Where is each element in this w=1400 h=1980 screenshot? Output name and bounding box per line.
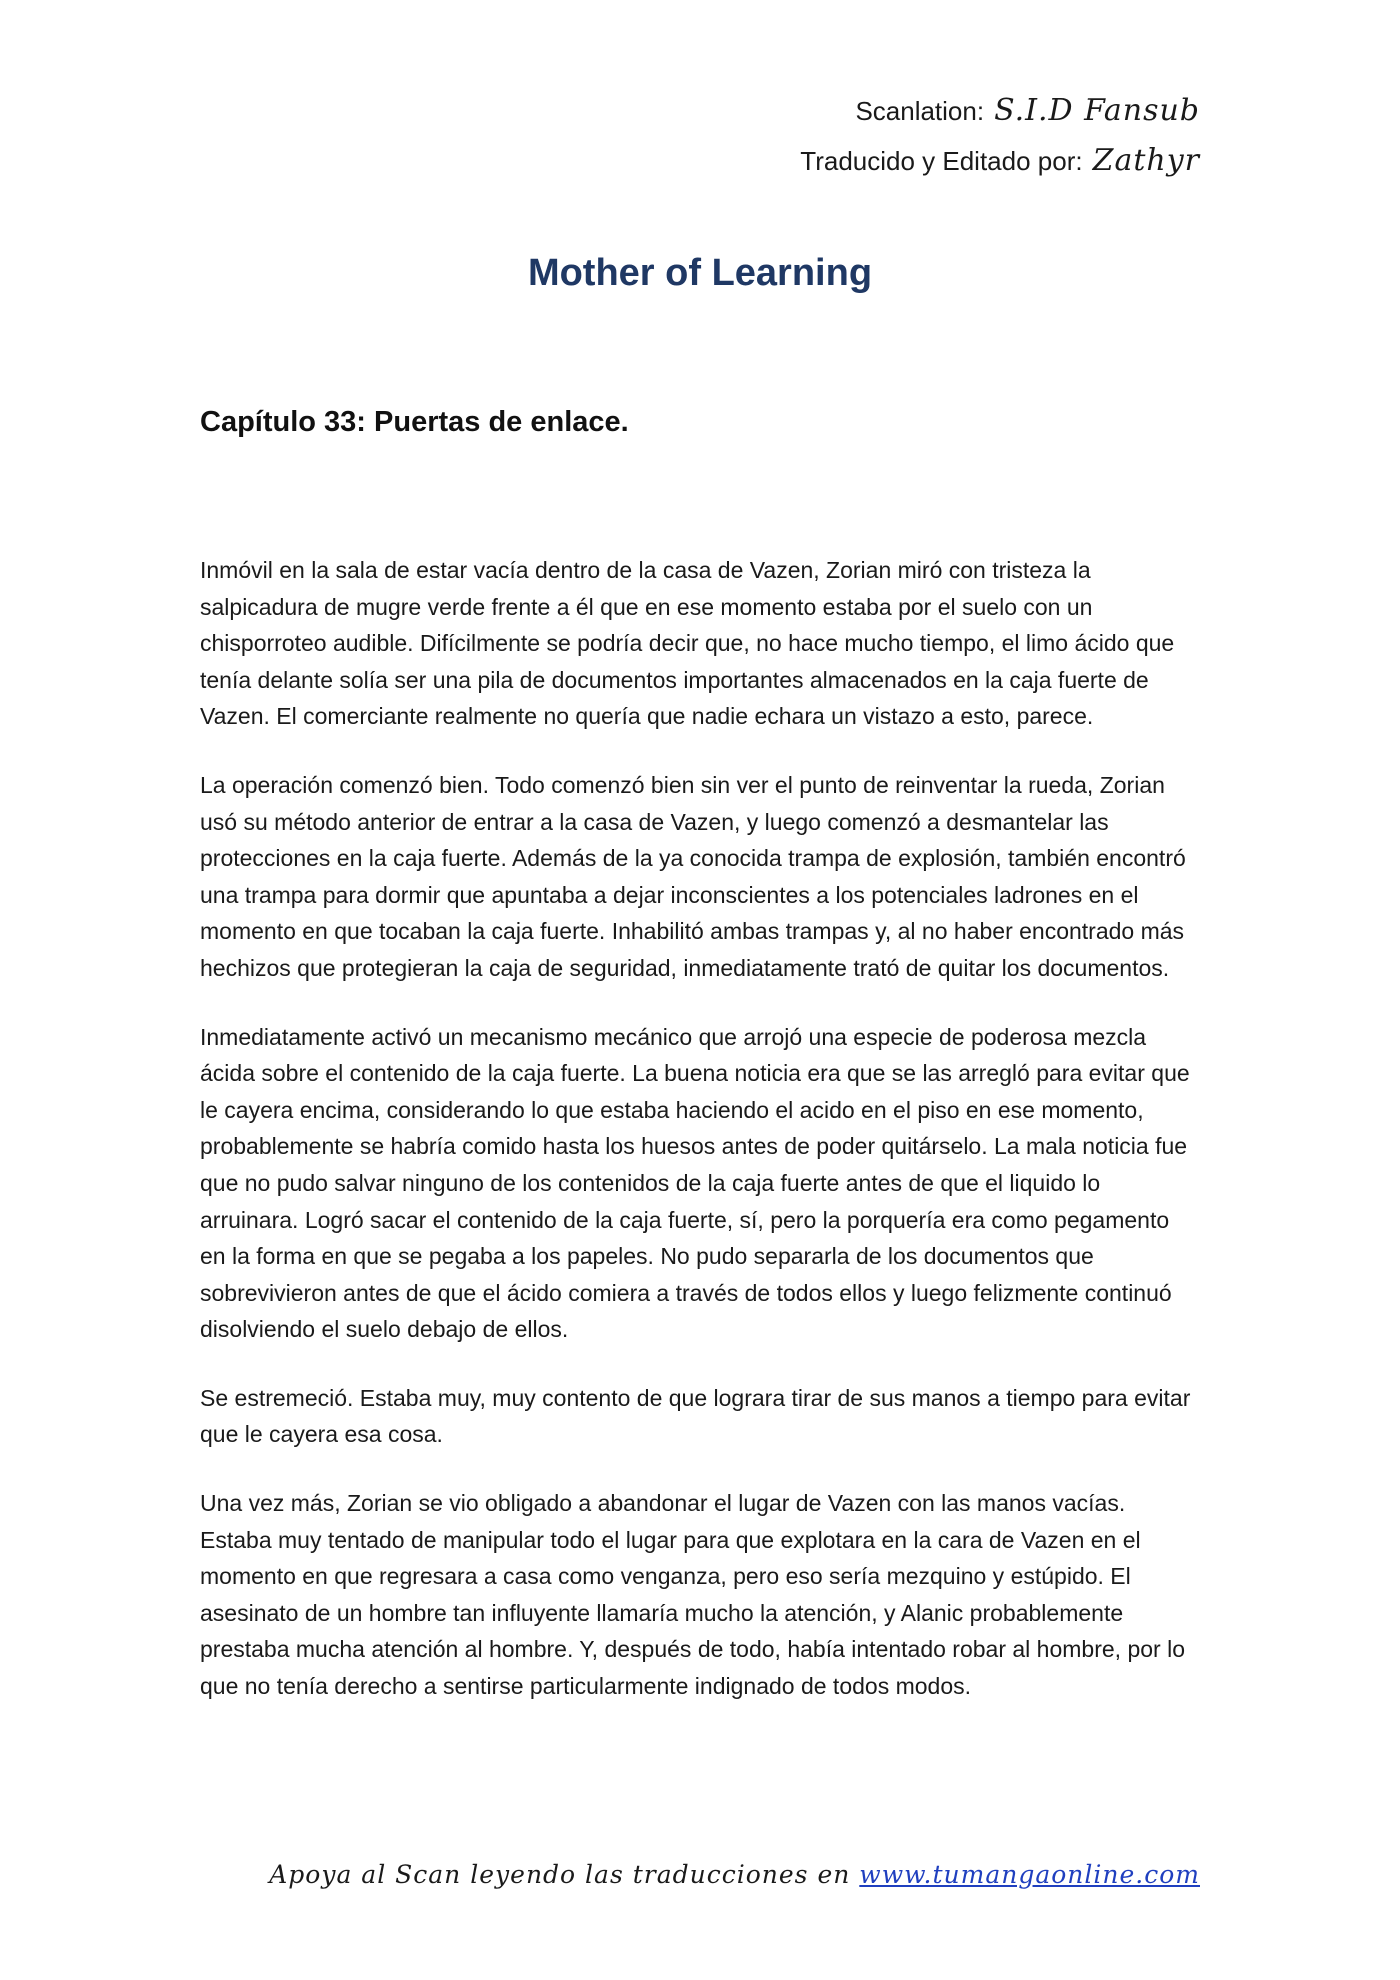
footer-note: [269, 1860, 1200, 1889]
body-text: [200, 552, 1200, 1737]
credits-block: [800, 86, 1200, 186]
translator-value: Zathyr: [1092, 143, 1200, 178]
translator-credit: [800, 136, 1200, 186]
paragraph: La operación comenzó bien. Todo comenzó bien sin ver el punto de reinventar la rueda, Zorian usó su método anterior de entrar a la casa de Vazen, y luego comenzó a desmantelar las protecciones en la caja fuerte. Además de la ya conocida trampa de explosión, también encontró una trampa para dormir que apuntaba a dejar inconscientes a los potenciales ladrones en el momento en que tocaban la caja fuerte. Inhabilitó ambas trampas y, al no haber encontrado más hechizos que protegieran la caja de seguridad, inmediatamente trató de quitar los documentos.: [200, 771, 1186, 981]
paragraph: Inmóvil en la sala de estar vacía dentro de la casa de Vazen, Zorian miró con tristeza la salpicadura de mugre verde frente a él que en ese momento estaba por el suelo con un chisporroteo audible. Difícilmente se podría decir que, no hace mucho tiempo, el limo ácido que tenía delante solía ser una pila de documentos importantes almacenados en la caja fuerte de Vazen. El comerciante realmente no quería que nadie echara un vistazo a esto, parece.: [200, 557, 1175, 730]
paragraph: Inmediatamente activó un mecanismo mecánico que arrojó una especie de poderosa mezcla ácida sobre el contenido de la caja fuerte. La buena noticia era que se las arregló para evitar que le cayera encima, considerando lo que estaba haciendo el acido en el piso en ese momento, probablemente se habría comido hasta los huesos antes de poder quitárselo. La mala noticia fue que no pudo salvar ninguno de los contenidos de la caja fuerte antes de que el liquido lo arruinara. Logró sacar el contenido de la caja fuerte, sí, pero la porquería era como pegamento en la forma en que se pegaba a los papeles. No pudo separarla de los documentos que sobrevivieron antes de que el ácido comiera a través de todos ellos y luego felizmente continuó disolviendo el suelo debajo de ellos.: [200, 1023, 1190, 1343]
chapter-title: Capítulo 33: Puertas de enlace.: [200, 406, 629, 438]
scanlation-label: Scanlation:: [855, 96, 985, 126]
footer-text: Apoya al Scan leyendo las traducciones en: [269, 1860, 851, 1889]
footer-link[interactable]: www.tumangaonline.com: [859, 1860, 1200, 1889]
scanlation-credit: [800, 86, 1200, 136]
translator-label: Traducido y Editado por:: [800, 146, 1083, 176]
scanlation-value: S.I.D Fansub: [994, 93, 1200, 128]
document-title: Mother of Learning: [527, 252, 873, 294]
paragraph: Se estremeció. Estaba muy, muy contento de que lograra tirar de sus manos a tiempo para evitar que le cayera esa cosa.: [200, 1384, 1191, 1448]
paragraph: Una vez más, Zorian se vio obligado a abandonar el lugar de Vazen con las manos vacías. Estaba muy tentado de manipular todo el lugar para que explotara en la cara de Vazen en el momento en que regresara a casa como venganza, pero eso sería mezquino y estúpido. El asesinato de un hombre tan influyente llamaría mucho la atención, y Alanic probablemente prestaba mucha atención al hombre. Y, después de todo, había intentado robar al hombre, por lo que no tenía derecho a sentirse particularmente indignado de todos modos.: [200, 1490, 1185, 1700]
